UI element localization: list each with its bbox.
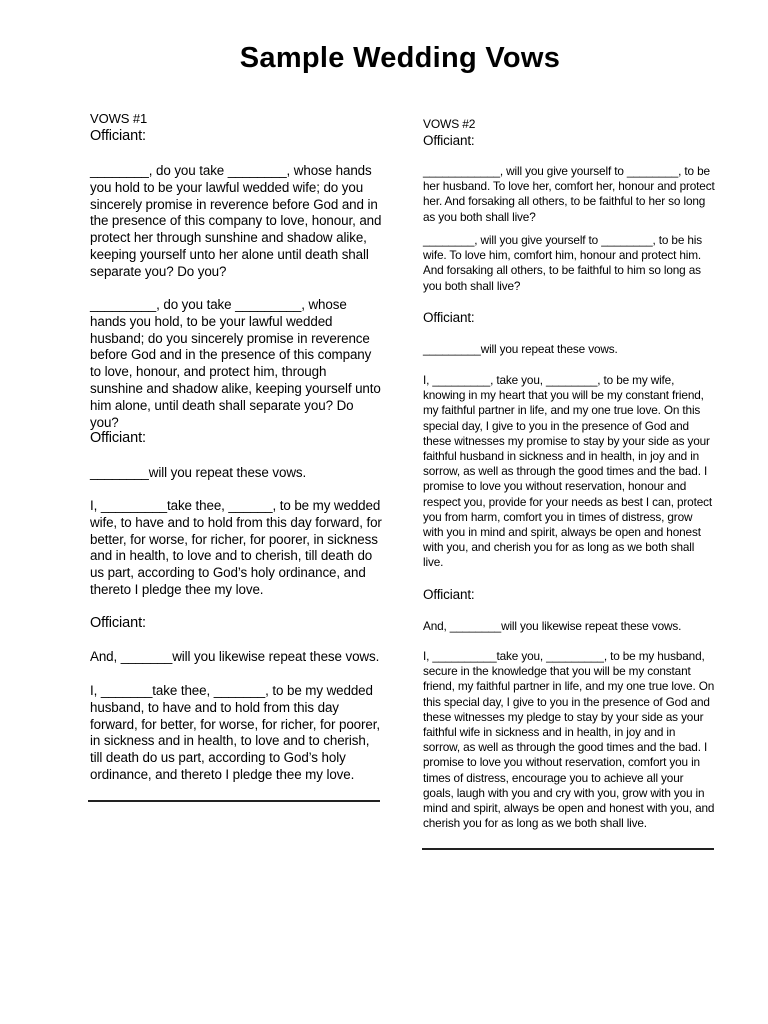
signature-line	[88, 800, 380, 802]
vow-paragraph: _________, do you take _________, whose hands you hold, to be your lawful wedded husband; do you sincerely promise in reverence before God and in the presence of this company to love, honour, and protect him, through sunshine and shadow alike, keeping yourself unto him alone, until death shall separate you? Do you?	[90, 297, 381, 430]
vow-paragraph: And, _______will you likewise repeat these vows.	[90, 649, 380, 664]
officiant-label: Officiant:	[90, 615, 146, 631]
vow-paragraph: ________, will you give yourself to ________, to be his wife. To love him, comfort him, honour and protect him. And forsaking all others, to be faithful to him so long as you both shall live?	[423, 233, 703, 293]
officiant-label: Officiant:	[423, 587, 475, 602]
page-title: Sample Wedding Vows	[239, 42, 561, 74]
officiant-label: Officiant:	[90, 430, 146, 446]
vow-paragraph: I, _________, take you, ________, to be my wife, knowing in my heart that you will be my constant friend, my faithful partner in life, and my one true love. On this special day, I give to you in the presence of God and these witnesses my promise to stay by your side as your faithful husband in sickness and in health, in joy and in sorrow, as well as through the good times and the bad. I promise to love you without reservation, honour and respect you, provide for your needs as best I can, protect you from harm, comfort you in times of distress, grow with you in mind and spirit, always be open and honest with you, and cherish you for as long as we both shall live.	[423, 373, 713, 570]
vow-paragraph: And, ________will you likewise repeat these vows.	[423, 619, 682, 633]
vows-1-heading: VOWS #1	[90, 111, 148, 126]
vow-paragraph: ________, do you take ________, whose hands you hold to be your lawful wedded wife; do you sincerely promise in reverence before God and in the presence of this company to love, honour, and protect her through sunshine and shadow alike, keeping yourself unto her alone until death shall separate you? Do you?	[90, 163, 382, 279]
vow-paragraph: ____________, will you give yourself to ________, to be her husband. To love her, comfort her, honour and protect her. And forsaking all others, to be faithful to her so long as you both shall live?	[423, 164, 715, 224]
officiant-label: Officiant:	[90, 128, 146, 144]
vow-paragraph: I, __________take you, _________, to be my husband, secure in the knowledge that you will be my constant friend, my faithful partner in life, and my one true love. On this special day, I give to you in the presence of God and these witnesses my pledge to stay by your side as your faithful wife in sickness and in health, in joy and in sorrow, as well as through the good times and the bad. I promise to love you without reservation, comfort you in times of distress, encourage you to achieve all your goals, laugh with you and cry with you, grow with you in mind and spirit, always be open and honest with you, and cherish you for as long as we both shall live.	[423, 649, 715, 831]
officiant-label: Officiant:	[423, 133, 475, 148]
vow-paragraph: _________will you repeat these vows.	[423, 342, 618, 356]
vow-paragraph: ________will you repeat these vows.	[90, 465, 307, 480]
signature-line	[422, 848, 714, 850]
vow-paragraph: I, _________take thee, ______, to be my wedded wife, to have and to hold from this day forward, for better, for worse, for richer, for poorer, in sickness and in health, to love and to cherish, till death do us part, according to God’s holy ordinance, and thereto I pledge thee my love.	[90, 498, 382, 597]
officiant-label: Officiant:	[423, 310, 475, 325]
vow-paragraph: I, _______take thee, _______, to be my wedded husband, to have and to hold from this day forward, for better, for worse, for richer, for poorer, in sickness and in health, to love and to cherish, till death do us part, according to God’s holy ordinance, and thereto I pledge thee my love.	[90, 683, 380, 782]
vows-2-heading: VOWS #2	[423, 117, 476, 131]
